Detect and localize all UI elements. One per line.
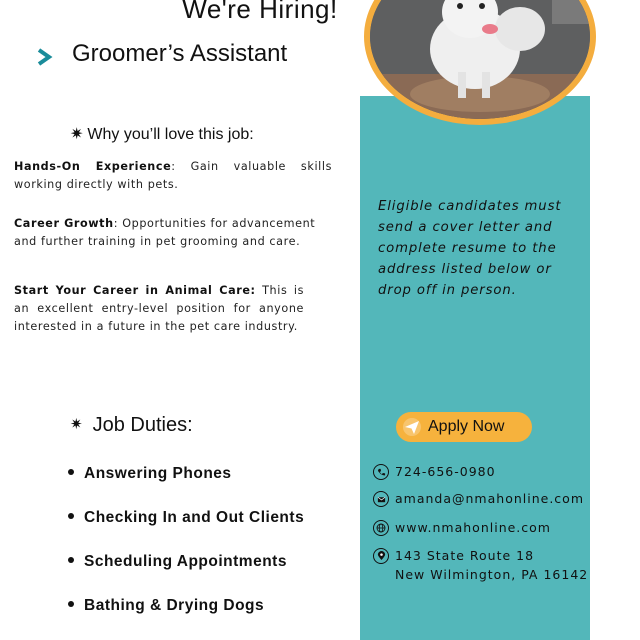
duties-heading-text: Job Duties: (92, 414, 193, 436)
bullet-icon (68, 557, 74, 563)
address (395, 546, 588, 584)
apply-now-label: Apply Now (428, 418, 505, 435)
duties-heading (70, 414, 193, 437)
why-heading (70, 124, 254, 144)
benefit-text: This is an excellent entry-level position for anyone interested in a future in the pet care industry. (14, 284, 304, 333)
contact-email (373, 491, 584, 510)
website-url[interactable]: www.nmahonline.com (395, 520, 551, 535)
duty-item: Bathing & Drying Dogs (68, 597, 264, 615)
benefit-item (14, 282, 304, 336)
phone-number[interactable]: 724-656-0980 (395, 464, 496, 479)
bullet-icon (68, 601, 74, 607)
contact-address (373, 548, 588, 586)
contact-website (373, 520, 551, 539)
asterisk-icon: ✷ (70, 416, 83, 433)
job-title: Groomer’s Assistant (72, 40, 288, 67)
asterisk-icon: ✷ (70, 126, 84, 143)
address-line-1: 143 State Route 18 (395, 548, 535, 563)
dog-illustration (370, 0, 590, 119)
duty-item: Answering Phones (68, 465, 232, 483)
benefit-text: Gain valuable skills working directly with pets. (14, 160, 332, 191)
benefit-term: Career Growth (14, 217, 114, 230)
apply-now-button[interactable] (396, 412, 532, 442)
benefit-item: Hands-On Experience: Gain valuable skills working directly with pets. (14, 160, 332, 191)
bullet-icon (68, 469, 74, 475)
duty-item: Scheduling Appointments (68, 553, 287, 571)
location-pin-icon (373, 548, 389, 564)
benefit-text: Opportunities for advancement and further training in pet grooming and care. (14, 217, 316, 248)
paper-plane-icon (402, 417, 422, 437)
hiring-heading: We're Hiring! (182, 0, 338, 24)
bullet-icon (68, 513, 74, 519)
globe-icon (373, 520, 389, 536)
contact-phone (373, 464, 496, 483)
chevron-right-icon (36, 46, 54, 68)
duty-item: Checking In and Out Clients (68, 509, 304, 527)
benefit-item: Career Growth: Opportunities for advancement and further training in pet grooming and care. (14, 217, 316, 248)
phone-icon (373, 464, 389, 480)
email-address[interactable]: amanda@nmahonline.com (395, 491, 584, 506)
why-heading-text: Why you’ll love this job: (87, 126, 254, 143)
benefit-term: Start Your Career in Animal Care: (14, 284, 256, 297)
eligibility-text: Eligible candidates must send a cover letter and complete resume to the address listed below or drop off in person. (378, 199, 562, 298)
envelope-icon (373, 491, 389, 507)
benefit-term: Hands-On Experience (14, 160, 172, 173)
address-line-2: New Wilmington, PA 16142 (395, 567, 589, 582)
